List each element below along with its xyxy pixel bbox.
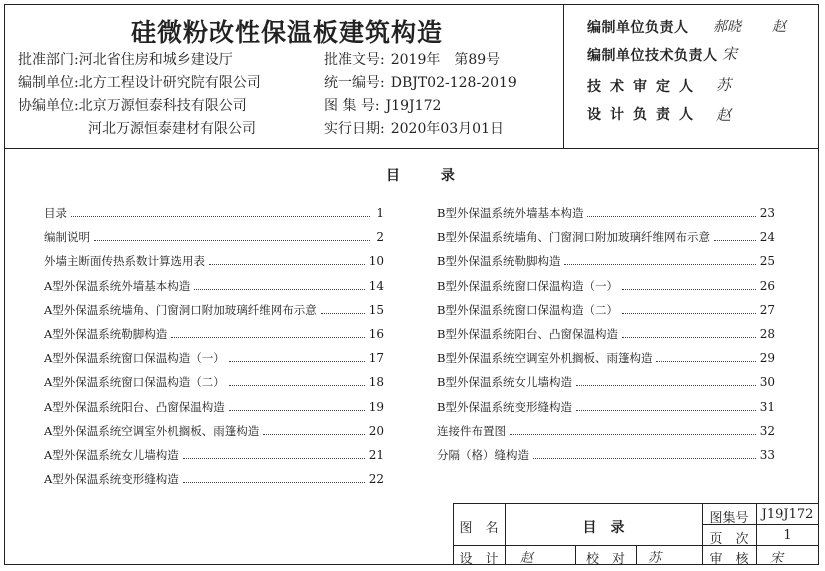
toc-entry-title: A型外保温系统窗口保温构造（二）	[44, 375, 225, 390]
header-vertical-divider	[563, 4, 564, 149]
toc-entry-page: 17	[368, 351, 384, 366]
toc-leader-dots	[656, 361, 755, 362]
co-compiler-2: 河北万源恒泰建材有限公司	[88, 121, 256, 137]
toc-entry-page: 31	[759, 399, 775, 414]
toc-entry-title: B型外保温系统女儿墙构造	[437, 375, 572, 390]
toc-entry-page: 26	[759, 278, 775, 293]
toc-entry-title: A型外保温系统女儿墙构造	[44, 448, 179, 462]
toc-entry-page: 33	[759, 448, 775, 462]
toc-entry-page: 14	[368, 278, 384, 293]
toc-leader-dots	[183, 458, 365, 459]
toc-leader-dots	[510, 434, 756, 435]
toc-entry[interactable]	[437, 327, 775, 341]
toc-leader-dots	[194, 289, 364, 290]
toc-entry-title: A型外保温系统变形缝构造	[44, 472, 179, 487]
toc-leader-dots	[94, 240, 370, 241]
toc-entry-page: 24	[759, 230, 775, 245]
toc-leader-dots	[209, 264, 365, 265]
approval-dept: 批准部门:河北省住房和城乡建设厅	[18, 52, 233, 68]
toc-entry[interactable]	[44, 327, 384, 341]
tb-drawing-name-label: 图 名	[459, 521, 499, 536]
toc-leader-dots	[321, 313, 365, 314]
resp-reviewer-label: 技术审定人	[587, 79, 702, 95]
resp-compiler-head-signature-b: 赵	[772, 19, 786, 35]
toc-entry[interactable]	[437, 424, 775, 438]
toc-entry-page: 29	[759, 351, 775, 366]
toc-entry-title: B型外保温系统外墙基本构造	[437, 206, 584, 220]
toc-entry-title: A型外保温系统勒脚构造	[44, 327, 168, 341]
toc-leader-dots	[576, 385, 756, 386]
toc-leader-dots	[71, 216, 370, 217]
toc-entry[interactable]	[437, 254, 775, 268]
toc-entry[interactable]	[44, 206, 384, 220]
approval-no: 批准文号: 2019年 第89号	[324, 52, 501, 68]
toc-leader-dots	[171, 337, 364, 338]
effective-date: 实行日期: 2020年03月01日	[324, 121, 504, 137]
toc-entry[interactable]	[44, 254, 384, 268]
toc-entry-page: 10	[368, 254, 384, 269]
toc-entry[interactable]	[44, 351, 384, 365]
tb-design-label: 设 计	[459, 552, 499, 567]
toc-leader-dots	[714, 240, 756, 241]
toc-entry-page: 20	[368, 423, 384, 438]
toc-leader-dots	[587, 216, 755, 217]
toc-entry-page: 1	[376, 206, 384, 220]
resp-compiler-head-signature-a: 郝晓	[713, 19, 741, 35]
resp-tech-head-signature: 宋	[722, 45, 738, 63]
resp-tech-head-label: 编制单位技术负责人	[587, 48, 718, 64]
toc-leader-dots	[229, 385, 365, 386]
toc-entry[interactable]	[44, 448, 384, 462]
toc-entry-title: 分隔（格）缝构造	[437, 448, 529, 462]
toc-entry-page: 2	[376, 230, 384, 245]
tb-page-number: 1	[783, 528, 792, 543]
tb-atlas-no: J19J172	[761, 507, 814, 522]
toc-entry[interactable]	[437, 351, 775, 365]
toc-entry-page: 28	[759, 327, 775, 341]
toc-entry-page: 16	[368, 327, 384, 341]
page-title: 硅微粉改性保温板建筑构造	[131, 18, 444, 47]
toc-entry[interactable]	[44, 400, 384, 414]
toc-entry[interactable]	[437, 206, 775, 220]
toc-entry-page: 27	[759, 302, 775, 317]
toc-entry-title: A型外保温系统阳台、凸窗保温构造	[44, 399, 225, 414]
toc-entry-title: B型外保温系统窗口保温构造（一）	[437, 278, 618, 293]
toc-entry-title: B型外保温系统变形缝构造	[437, 399, 572, 414]
toc-leader-dots	[622, 289, 756, 290]
toc-leader-dots	[183, 482, 365, 483]
toc-entry[interactable]	[44, 424, 384, 438]
atlas-no: 图 集 号: J19J172	[324, 98, 442, 114]
toc-entry[interactable]	[437, 400, 775, 414]
toc-entry-title: B型外保温系统窗口保温构造（二）	[437, 302, 618, 317]
toc-entry-title: A型外保温系统窗口保温构造（一）	[44, 351, 225, 366]
toc-entry-page: 25	[759, 254, 775, 269]
co-compiler: 协编单位:北京万源恒泰科技有限公司	[18, 98, 247, 114]
toc-entry[interactable]	[44, 303, 384, 317]
toc-leader-dots	[622, 313, 756, 314]
title-block-col-3	[636, 545, 637, 565]
toc-entry[interactable]	[437, 303, 775, 317]
compiler: 编制单位:北方工程设计研究院有限公司	[18, 75, 261, 91]
toc-entry[interactable]	[44, 230, 384, 244]
toc-entry-title: A型外保温系统空调室外机搁板、雨篷构造	[44, 423, 260, 438]
contents-heading: 目 录	[386, 168, 473, 184]
toc-entry-title: B型外保温系统阳台、凸窗保温构造	[437, 327, 618, 341]
tb-review-label: 审 核	[709, 552, 749, 567]
toc-entry-title: B型外保温系统墙角、门窗洞口附加玻璃纤维网布示意	[437, 230, 710, 245]
toc-leader-dots	[229, 361, 365, 362]
toc-entry-title: 连接件布置图	[437, 423, 506, 438]
toc-entry-page: 23	[759, 206, 775, 220]
toc-leader-dots	[263, 434, 364, 435]
toc-entry-page: 32	[759, 423, 775, 438]
tb-check-label: 校 对	[585, 552, 625, 567]
toc-leader-dots	[533, 458, 756, 459]
toc-leader-dots	[229, 410, 365, 411]
toc-entry-page: 22	[368, 472, 384, 487]
toc-entry[interactable]	[437, 230, 775, 244]
toc-leader-dots	[564, 264, 755, 265]
toc-entry-page: 21	[368, 448, 384, 462]
toc-entry[interactable]	[44, 472, 384, 486]
unified-no: 统一编号: DBJT02-128-2019	[324, 75, 517, 91]
toc-entry-title: A型外保温系统外墙基本构造	[44, 278, 191, 293]
tb-check-signature: 苏	[648, 551, 662, 566]
toc-entry-title: A型外保温系统墙角、门窗洞口附加玻璃纤维网布示意	[44, 302, 317, 317]
toc-leader-dots	[576, 410, 756, 411]
title-block-top	[453, 503, 819, 504]
resp-reviewer-signature: 苏	[716, 76, 732, 94]
header-divider	[4, 148, 819, 149]
tb-page-label: 页 次	[709, 532, 749, 547]
tb-design-signature: 赵	[520, 551, 534, 566]
toc-entry[interactable]	[44, 279, 384, 293]
resp-design-head-signature: 赵	[716, 106, 732, 124]
toc-entry-title: B型外保温系统空调室外机搁板、雨篷构造	[437, 351, 653, 366]
toc-entry[interactable]	[437, 375, 775, 389]
toc-leader-dots	[622, 337, 756, 338]
tb-review-signature: 宋	[770, 551, 784, 566]
toc-entry-title: 外墙主断面传热系数计算选用表	[44, 254, 205, 269]
toc-entry-title: B型外保温系统勒脚构造	[437, 254, 561, 269]
tb-drawing-name: 目 录	[582, 520, 625, 536]
toc-entry-page: 18	[368, 375, 384, 390]
toc-entry-page: 19	[368, 399, 384, 414]
toc-entry-page: 30	[759, 375, 775, 390]
toc-entry[interactable]	[437, 279, 775, 293]
tb-atlas-no-label: 图集号	[709, 511, 749, 526]
resp-design-head-label: 设计负责人	[587, 107, 702, 123]
toc-entry-title: 编制说明	[44, 230, 90, 245]
toc-entry[interactable]	[437, 448, 775, 462]
toc-entry[interactable]	[44, 375, 384, 389]
resp-compiler-head-label: 编制单位负责人	[587, 20, 689, 36]
toc-entry-title: 目录	[44, 206, 67, 220]
toc-entry-page: 15	[368, 302, 384, 317]
